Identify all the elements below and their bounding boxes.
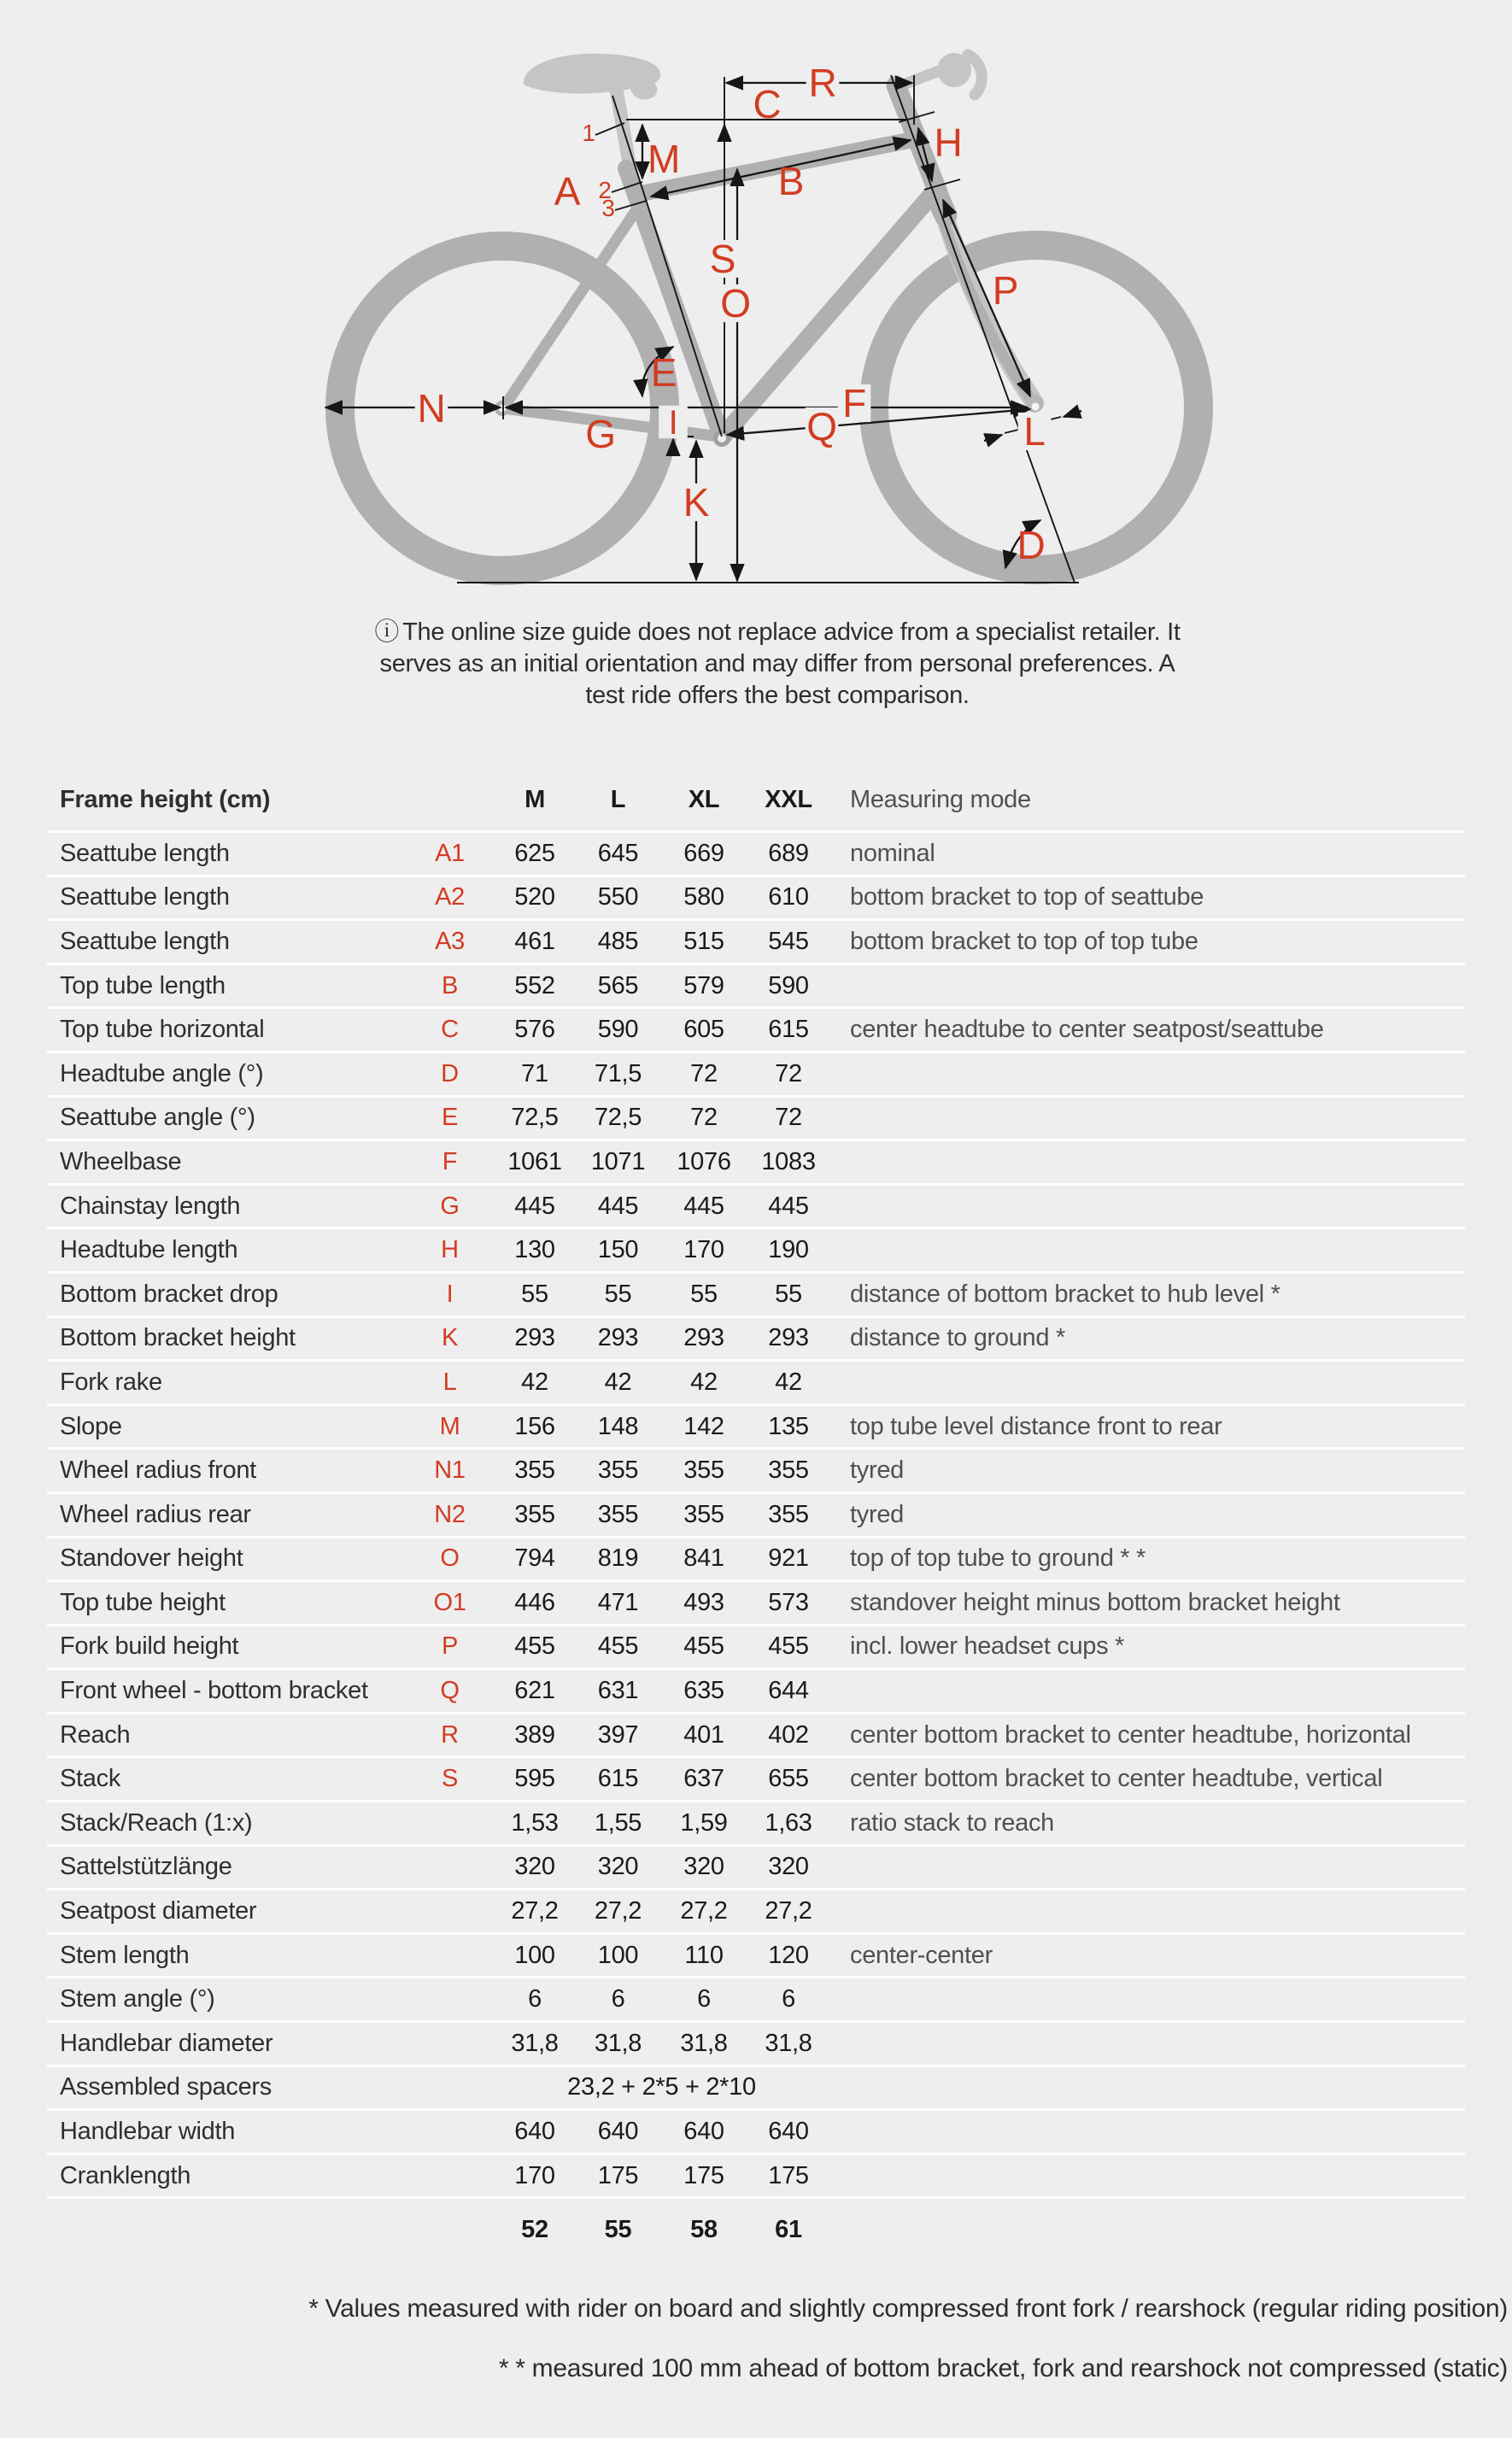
note-line-1: ⓘ The online size guide does not replace advice from a specialist retailer. It <box>374 618 1181 646</box>
table-row <box>47 1888 1465 1932</box>
row-label: Fork rake <box>60 1368 162 1396</box>
row-value: 605 <box>683 1016 724 1044</box>
measure-letter-1: 1 <box>582 119 595 146</box>
row-value: 55 <box>521 1280 548 1308</box>
table-row <box>47 1755 1465 1800</box>
header-size-m: M <box>525 785 545 813</box>
row-value: 293 <box>597 1324 639 1352</box>
row-measuring-mode: distance of bottom bracket to hub level * <box>850 1280 1281 1308</box>
row-value: 100 <box>597 1941 639 1969</box>
row-value: 355 <box>768 1456 809 1485</box>
row-value: 31,8 <box>680 2029 728 2057</box>
row-value: 130 <box>514 1236 555 1264</box>
table-footer-row <box>47 2196 1465 2260</box>
row-value: 27,2 <box>765 1897 812 1925</box>
row-measuring-mode: nominal <box>850 839 935 867</box>
row-value: 455 <box>768 1632 809 1661</box>
row-value: 631 <box>597 1677 639 1705</box>
row-letter: F <box>442 1147 458 1175</box>
table-header <box>47 769 1465 830</box>
row-value: 455 <box>514 1632 555 1661</box>
measure-letter-L: L <box>1023 409 1046 454</box>
row-value: 72 <box>775 1059 802 1087</box>
row-letter: N2 <box>434 1500 466 1528</box>
row-label: Standover height <box>60 1544 243 1573</box>
row-label: Front wheel - bottom bracket <box>60 1677 368 1705</box>
table-row <box>47 1712 1465 1756</box>
row-value: 156 <box>514 1412 555 1440</box>
measure-letter-Q: Q <box>806 404 837 449</box>
row-value: 640 <box>597 2118 639 2146</box>
row-value: 389 <box>514 1720 555 1749</box>
table-row <box>47 1932 1465 1977</box>
row-value: 625 <box>514 839 555 867</box>
measure-letter-N: N <box>417 386 446 431</box>
handlebar-icon <box>899 53 982 95</box>
geometry-diagram <box>0 0 1512 607</box>
footnote-2: * * measured 100 mm ahead of bottom bracket, fork and rearshock not compressed (static) <box>498 2354 1508 2382</box>
info-icon: ⓘ <box>374 618 400 646</box>
row-letter: M <box>439 1412 460 1440</box>
row-letter: Q <box>440 1677 460 1705</box>
row-label: Headtube angle (°) <box>60 1059 264 1087</box>
table-row <box>47 1404 1465 1448</box>
row-label: Stack/Reach (1:x) <box>60 1808 253 1837</box>
footnote-1: * Values measured with rider on board and slightly compressed front fork / rearshock (regular riding position) <box>308 2294 1508 2323</box>
row-value: 590 <box>768 971 809 999</box>
row-measuring-mode: center headtube to center seatpost/seattube <box>850 1016 1324 1044</box>
row-value: 669 <box>683 839 724 867</box>
row-value: 1071 <box>590 1147 646 1175</box>
header-size-xxl: XXL <box>765 785 812 813</box>
row-value: 175 <box>768 2161 809 2189</box>
row-value: 635 <box>683 1677 724 1705</box>
note-line-3: test ride offers the best comparison. <box>585 682 970 709</box>
row-value: 794 <box>514 1544 555 1573</box>
row-value: 27,2 <box>594 1897 642 1925</box>
row-label: Top tube length <box>60 971 226 999</box>
row-value: 573 <box>768 1588 809 1616</box>
table-row <box>47 2065 1465 2109</box>
row-value: 100 <box>514 1941 555 1969</box>
row-value: 493 <box>683 1588 724 1616</box>
note-line-2: serves as an initial orientation and may differ from personal preferences. A <box>379 650 1175 677</box>
table-row <box>47 1667 1465 1712</box>
table-row <box>47 1800 1465 1844</box>
bottom-bracket-icon <box>713 430 730 447</box>
row-label: Assembled spacers <box>60 2073 272 2101</box>
row-letter: A3 <box>435 927 465 955</box>
row-value: 921 <box>768 1544 809 1573</box>
row-label: Bottom bracket height <box>60 1324 296 1352</box>
measure-letter-E: E <box>650 350 677 396</box>
row-letter: A2 <box>435 883 465 911</box>
table-row <box>47 1271 1465 1316</box>
row-measuring-mode: standover height minus bottom bracket height <box>850 1588 1340 1616</box>
row-letter: G <box>440 1192 460 1220</box>
header-frame-height: Frame height (cm) <box>60 785 271 813</box>
table-row <box>47 1447 1465 1492</box>
row-measuring-mode: top tube level distance front to rear <box>850 1412 1222 1440</box>
size-guide-note <box>286 617 1269 712</box>
row-value: 485 <box>597 927 639 955</box>
row-value: 471 <box>597 1588 639 1616</box>
row-value: 175 <box>683 2161 724 2189</box>
row-measuring-mode: center bottom bracket to center headtube, vertical <box>850 1765 1383 1793</box>
row-value: 293 <box>514 1324 555 1352</box>
table-row <box>47 1316 1465 1360</box>
measure-letter-C: C <box>753 82 782 127</box>
row-value: 445 <box>683 1192 724 1220</box>
row-label: Slope <box>60 1412 122 1440</box>
row-value: 72,5 <box>511 1104 559 1132</box>
row-value: 580 <box>683 883 724 911</box>
row-value: 55 <box>690 1280 718 1308</box>
row-value: 355 <box>683 1456 724 1485</box>
row-measuring-mode: bottom bracket to top of top tube <box>850 927 1198 955</box>
row-value: 42 <box>521 1368 548 1396</box>
row-value: 55 <box>775 1280 802 1308</box>
row-label: Seattube angle (°) <box>60 1104 255 1132</box>
row-label: Seattube length <box>60 839 230 867</box>
row-span-value: 23,2 + 2*5 + 2*10 <box>567 2073 756 2101</box>
row-value: 31,8 <box>511 2029 559 2057</box>
table-row <box>47 1492 1465 1536</box>
row-label: Seatpost diameter <box>60 1897 257 1925</box>
row-value: 445 <box>514 1192 555 1220</box>
row-value: 401 <box>683 1720 724 1749</box>
table-row <box>47 1844 1465 1889</box>
row-value: 445 <box>768 1192 809 1220</box>
measure-letter-P: P <box>992 268 1019 314</box>
row-measuring-mode: ratio stack to reach <box>850 1808 1054 1837</box>
row-label: Fork build height <box>60 1632 239 1661</box>
row-letter: C <box>441 1016 459 1044</box>
row-letter: E <box>441 1104 459 1132</box>
row-label: Seattube length <box>60 927 230 955</box>
row-value: 55 <box>604 1280 632 1308</box>
row-value: 170 <box>514 2161 555 2189</box>
row-value: 72 <box>690 1059 718 1087</box>
row-value: 72 <box>690 1104 718 1132</box>
row-value: 320 <box>597 1853 639 1881</box>
row-label: Sattelstützlänge <box>60 1853 232 1881</box>
footer-size-xxl: 61 <box>775 2215 802 2243</box>
row-value: 42 <box>604 1368 632 1396</box>
row-label: Handlebar diameter <box>60 2029 273 2057</box>
table-row <box>47 2020 1465 2065</box>
row-label: Top tube horizontal <box>60 1016 265 1044</box>
row-value: 640 <box>768 2118 809 2146</box>
row-letter: R <box>441 1720 459 1749</box>
row-value: 27,2 <box>680 1897 728 1925</box>
row-letter: S <box>441 1765 459 1793</box>
row-value: 552 <box>514 971 555 999</box>
geometry-table-rows <box>47 830 1465 2196</box>
row-label: Stack <box>60 1765 121 1793</box>
row-value: 355 <box>683 1500 724 1528</box>
diagram-measure-labels <box>415 61 1052 567</box>
row-label: Chainstay length <box>60 1192 241 1220</box>
table-row <box>47 918 1465 963</box>
row-value: 293 <box>683 1324 724 1352</box>
table-row <box>47 1006 1465 1051</box>
row-measuring-mode: distance to ground * <box>850 1324 1065 1352</box>
row-letter: O <box>440 1544 460 1573</box>
row-value: 402 <box>768 1720 809 1749</box>
row-letter: H <box>441 1236 459 1264</box>
row-label: Bottom bracket drop <box>60 1280 278 1308</box>
row-value: 71,5 <box>594 1059 642 1087</box>
row-value: 520 <box>514 883 555 911</box>
measure-letter-D: D <box>1017 523 1046 568</box>
row-value: 576 <box>514 1016 555 1044</box>
row-value: 6 <box>611 1985 625 2013</box>
row-value: 455 <box>597 1632 639 1661</box>
row-letter: D <box>441 1059 459 1087</box>
measure-letter-M: M <box>647 137 681 182</box>
row-value: 455 <box>683 1632 724 1661</box>
row-letter: N1 <box>434 1456 466 1485</box>
row-letter: P <box>441 1632 459 1661</box>
header-size-xl: XL <box>688 785 720 813</box>
geometry-table <box>47 769 1465 2260</box>
table-row <box>47 830 1465 875</box>
table-row <box>47 1624 1465 1668</box>
measure-letter-I: I <box>668 404 678 442</box>
table-row <box>47 875 1465 919</box>
row-value: 819 <box>597 1544 639 1573</box>
row-value: 320 <box>514 1853 555 1881</box>
row-measuring-mode: center bottom bracket to center headtube, horizontal <box>850 1720 1411 1749</box>
row-value: 689 <box>768 839 809 867</box>
row-value: 150 <box>597 1236 639 1264</box>
row-value: 644 <box>768 1677 809 1705</box>
measure-letter-O: O <box>720 281 751 326</box>
row-measuring-mode: tyred <box>850 1500 904 1528</box>
row-value: 42 <box>775 1368 802 1396</box>
row-value: 71 <box>521 1059 548 1087</box>
row-value: 142 <box>683 1412 724 1440</box>
row-value: 640 <box>514 2118 555 2146</box>
row-label: Stem length <box>60 1941 190 1969</box>
row-value: 550 <box>597 883 639 911</box>
row-letter: A1 <box>435 839 465 867</box>
header-size-l: L <box>610 785 626 813</box>
row-value: 6 <box>528 1985 542 2013</box>
row-value: 590 <box>597 1016 639 1044</box>
row-letter: B <box>441 971 459 999</box>
row-value: 1,55 <box>594 1808 642 1837</box>
footnotes <box>51 2279 1508 2399</box>
table-row <box>47 1139 1465 1183</box>
row-value: 72 <box>775 1104 802 1132</box>
measure-letter-3: 3 <box>601 194 615 221</box>
table-row <box>47 1579 1465 1624</box>
measure-letter-K: K <box>683 480 710 525</box>
row-value: 135 <box>768 1412 809 1440</box>
row-value: 293 <box>768 1324 809 1352</box>
row-value: 1061 <box>507 1147 562 1175</box>
row-value: 190 <box>768 1236 809 1264</box>
row-value: 615 <box>768 1016 809 1044</box>
row-value: 6 <box>782 1985 795 2013</box>
table-row <box>47 963 1465 1007</box>
row-value: 1076 <box>677 1147 731 1175</box>
row-value: 446 <box>514 1588 555 1616</box>
measure-letter-R: R <box>808 61 837 106</box>
row-value: 320 <box>683 1853 724 1881</box>
row-value: 148 <box>597 1412 639 1440</box>
row-value: 579 <box>683 971 724 999</box>
row-label: Wheelbase <box>60 1147 182 1175</box>
row-value: 72,5 <box>594 1104 642 1132</box>
row-value: 841 <box>683 1544 724 1573</box>
row-value: 637 <box>683 1765 724 1793</box>
table-row <box>47 1536 1465 1580</box>
row-value: 170 <box>683 1236 724 1264</box>
row-measuring-mode: incl. lower headset cups * <box>850 1632 1125 1661</box>
row-value: 565 <box>597 971 639 999</box>
row-label: Stem angle (°) <box>60 1985 215 2013</box>
row-value: 1,53 <box>511 1808 559 1837</box>
table-row <box>47 1051 1465 1095</box>
measure-letter-G: G <box>585 412 616 457</box>
row-value: 397 <box>597 1720 639 1749</box>
row-measuring-mode: bottom bracket to top of seattube <box>850 883 1204 911</box>
row-measuring-mode: top of top tube to ground * * <box>850 1544 1146 1573</box>
row-value: 461 <box>514 927 555 955</box>
row-letter: I <box>446 1280 454 1308</box>
row-label: Wheel radius rear <box>60 1500 251 1528</box>
row-value: 1,63 <box>765 1808 812 1837</box>
row-value: 355 <box>597 1500 639 1528</box>
table-row <box>47 1227 1465 1271</box>
row-value: 110 <box>684 1941 724 1969</box>
row-value: 621 <box>514 1677 555 1705</box>
row-value: 445 <box>597 1192 639 1220</box>
row-label: Top tube height <box>60 1588 226 1616</box>
row-label: Handlebar width <box>60 2118 236 2146</box>
row-value: 645 <box>597 839 639 867</box>
row-value: 27,2 <box>511 1897 559 1925</box>
table-row <box>47 2108 1465 2153</box>
row-label: Cranklength <box>60 2161 191 2189</box>
row-value: 545 <box>768 927 809 955</box>
row-value: 1083 <box>761 1147 816 1175</box>
row-value: 615 <box>597 1765 639 1793</box>
row-letter: L <box>442 1368 457 1396</box>
measure-letter-F: F <box>842 381 866 426</box>
row-value: 595 <box>514 1765 555 1793</box>
row-value: 42 <box>690 1368 718 1396</box>
row-value: 655 <box>768 1765 809 1793</box>
measure-letter-2: 2 <box>598 176 612 203</box>
table-row <box>47 1359 1465 1404</box>
row-value: 1,59 <box>680 1808 728 1837</box>
row-measuring-mode: center-center <box>850 1941 993 1969</box>
row-label: Seattube length <box>60 883 230 911</box>
footer-size-l: 55 <box>604 2215 632 2243</box>
row-value: 355 <box>514 1500 555 1528</box>
row-value: 515 <box>683 927 724 955</box>
measure-letter-S: S <box>709 237 736 282</box>
row-label: Wheel radius front <box>60 1456 256 1485</box>
row-letter: K <box>441 1324 459 1352</box>
footer-size-xl: 58 <box>690 2215 718 2243</box>
table-row <box>47 2153 1465 2197</box>
row-label: Headtube length <box>60 1236 238 1264</box>
row-value: 6 <box>697 1985 711 2013</box>
row-value: 640 <box>683 2118 724 2146</box>
measure-letter-H: H <box>934 120 963 166</box>
row-value: 31,8 <box>594 2029 642 2057</box>
row-value: 355 <box>514 1456 555 1485</box>
row-value: 120 <box>768 1941 809 1969</box>
row-value: 320 <box>768 1853 809 1881</box>
row-value: 355 <box>768 1500 809 1528</box>
table-row <box>47 1183 1465 1228</box>
measure-letter-A: A <box>554 169 581 214</box>
table-row <box>47 1976 1465 2020</box>
header-measuring-mode: Measuring mode <box>850 785 1031 813</box>
row-value: 355 <box>597 1456 639 1485</box>
measure-letter-B: B <box>777 159 805 204</box>
row-measuring-mode: tyred <box>850 1456 904 1485</box>
row-letter: O1 <box>433 1588 466 1616</box>
row-value: 610 <box>768 883 809 911</box>
footer-size-m: 52 <box>521 2215 548 2243</box>
saddle-icon <box>524 54 660 100</box>
row-label: Reach <box>60 1720 131 1749</box>
row-value: 175 <box>597 2161 639 2189</box>
table-row <box>47 1095 1465 1140</box>
row-value: 31,8 <box>765 2029 812 2057</box>
